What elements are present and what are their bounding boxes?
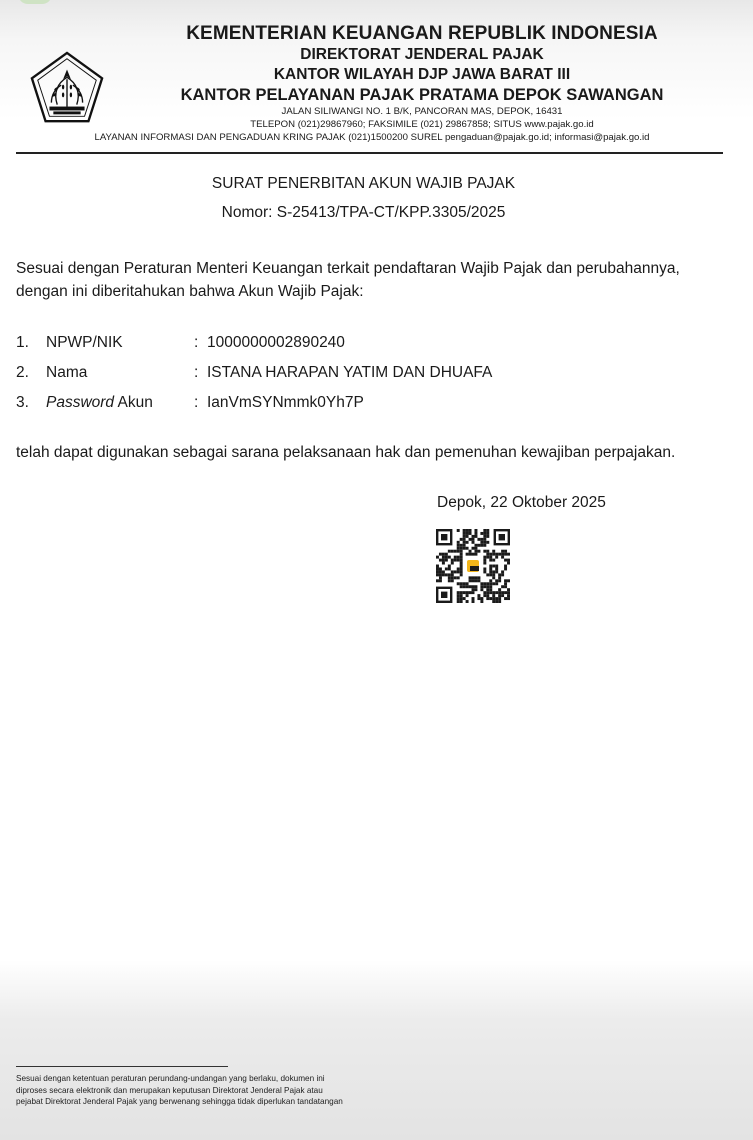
office-phone: TELEPON (021)29867960; FAKSIMILE (021) 29867858; SITUS www.pajak.go.id <box>250 119 594 130</box>
tax-office-name: KANTOR PELAYANAN PAJAK PRATAMA DEPOK SAWANGAN <box>180 86 664 104</box>
item-label-italic: Password <box>46 394 115 411</box>
footnote-line-1: Sesuai dengan ketentuan peraturan perundang-undangan yang berlaku, dokumen ini <box>16 1074 325 1083</box>
item-number: 3. <box>16 394 29 411</box>
directorate-name: DIREKTORAT JENDERAL PAJAK <box>300 46 544 63</box>
account-item-name <box>16 364 716 386</box>
account-item-password <box>16 394 716 416</box>
item-number: 1. <box>16 334 29 351</box>
qr-code-icon <box>436 529 510 603</box>
ministry-name: KEMENTERIAN KEUANGAN REPUBLIK INDONESIA <box>186 23 658 44</box>
account-item-npwp <box>16 334 716 356</box>
item-number: 2. <box>16 364 29 381</box>
regional-office-name: KANTOR WILAYAH DJP JAWA BARAT III <box>273 66 571 83</box>
intro-paragraph <box>16 257 726 303</box>
footnote <box>16 1073 436 1108</box>
service-info: LAYANAN INFORMASI DAN PENGADUAN KRING PAJAK (021)1500200 SUREL pengaduan@pajak.go.id; informasi@pajak.go.id <box>94 132 650 143</box>
item-colon: : <box>194 394 199 411</box>
letter-title: SURAT PENERBITAN AKUN WAJIB PAJAK <box>211 175 516 192</box>
footnote-divider <box>16 1066 228 1067</box>
intro-line-1: Sesuai dengan Peraturan Menteri Keuangan terkait pendaftaran Wajib Pajak dan perubahannya, <box>16 260 680 277</box>
place-date: Depok, 22 Oktober 2025 <box>437 494 606 511</box>
taxpayer-name-value: ISTANA HARAPAN YATIM DAN DHUAFA <box>207 364 493 381</box>
closing-paragraph: telah dapat digunakan sebagai sarana pelaksanaan hak dan pemenuhan kewajiban perpajakan. <box>16 444 676 461</box>
intro-line-2: dengan ini diberitahukan bahwa Akun Wajib Pajak: <box>16 283 364 300</box>
office-address: JALAN SILIWANGI NO. 1 B/K, PANCORAN MAS, DEPOK, 16431 <box>281 106 563 117</box>
npwp-value: 1000000002890240 <box>207 334 345 351</box>
footnote-line-2: diproses secara elektronik dan merupakan keputusan Direktorat Jenderal Pajak atau <box>16 1085 323 1095</box>
password-value: IanVmSYNmmk0Yh7P <box>207 394 364 411</box>
letterhead <box>94 22 734 144</box>
footnote-line-3: pejabat Direktorat Jenderal Pajak yang berwenang sehingga tidak diperlukan tandatangan <box>16 1097 343 1106</box>
header-divider <box>16 152 723 154</box>
item-label: Nama <box>46 364 88 381</box>
item-colon: : <box>194 334 199 351</box>
letter-number: Nomor: S-25413/TPA-CT/KPP.3305/2025 <box>221 204 506 221</box>
ministry-emblem-icon <box>28 50 106 128</box>
item-label <box>46 394 153 412</box>
corner-mark <box>18 0 52 4</box>
item-label: NPWP/NIK <box>46 334 123 351</box>
item-colon: : <box>194 364 199 381</box>
item-label-rest: Akun <box>114 394 153 411</box>
